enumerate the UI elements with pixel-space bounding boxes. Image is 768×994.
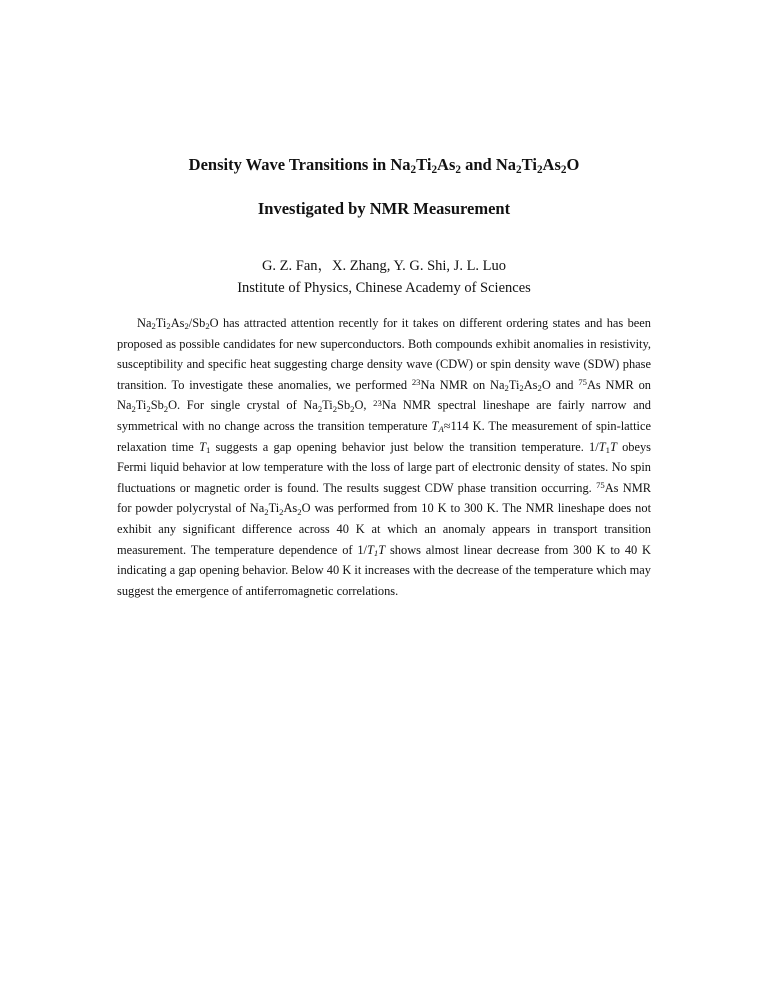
paper-title-line-1: Density Wave Transitions in $Na_2Ti_2As_2$ and $Na_2Ti_2As_2O$	[188, 155, 580, 177]
abstract-paragraph: $Na_2Ti_2As_2/Sb_2O$ has attracted attention recently for it takes on different ordering states and has been proposed as possible candidates for new superconductors. Both compounds exhibit anomalies in resistivity, susceptibility and specific heat suggesting charge density wave (CDW) or spin density wave (SDW) phase transition. To investigate these anomalies, we performed $^{23}$Na NMR on $Na_2Ti_2As_2O$ and $^{75}$As NMR on $Na_2Ti_2Sb_2O$. For single crystal of $Na_2Ti_2Sb_2O$, $^{23}$Na NMR spectral lineshape are fairly narrow and symmetrical with no change across the transition temperature $T_A\approx 114$ K. The measurement of spin-lattice relaxation time $T_1$ suggests a gap opening behavior just below the transition temperature. $1/T_1T$ obeys Fermi liquid behavior at low temperature with the loss of large part of electronic density of states. No spin fluctuations or magnetic order is found. The results suggest CDW phase transition occurring. $^{75}$As NMR for powder polycrystal of $Na_2Ti_2As_2O$ was performed from 10 K to 300 K. The NMR lineshape does not exhibit any significant difference across 40 K at which an anomaly appears in transport transition measurement. The temperature dependence of $1/T_1T$ shows almost linear decrease from 300 K to 40 K indicating a gap opening behavior. Below 40 K it increases with the decrease of the temperature which may suggest the emergence of antiferromagnetic correlations.	[117, 316, 652, 598]
affiliation: Institute of Physics, Chinese Academy of Sciences	[237, 280, 531, 296]
author-list: G. Z. Fan，X. Zhang, Y. G. Shi, J. L. Luo	[261, 258, 507, 274]
paper-title-line-2: Investigated by NMR Measurement	[257, 199, 511, 218]
